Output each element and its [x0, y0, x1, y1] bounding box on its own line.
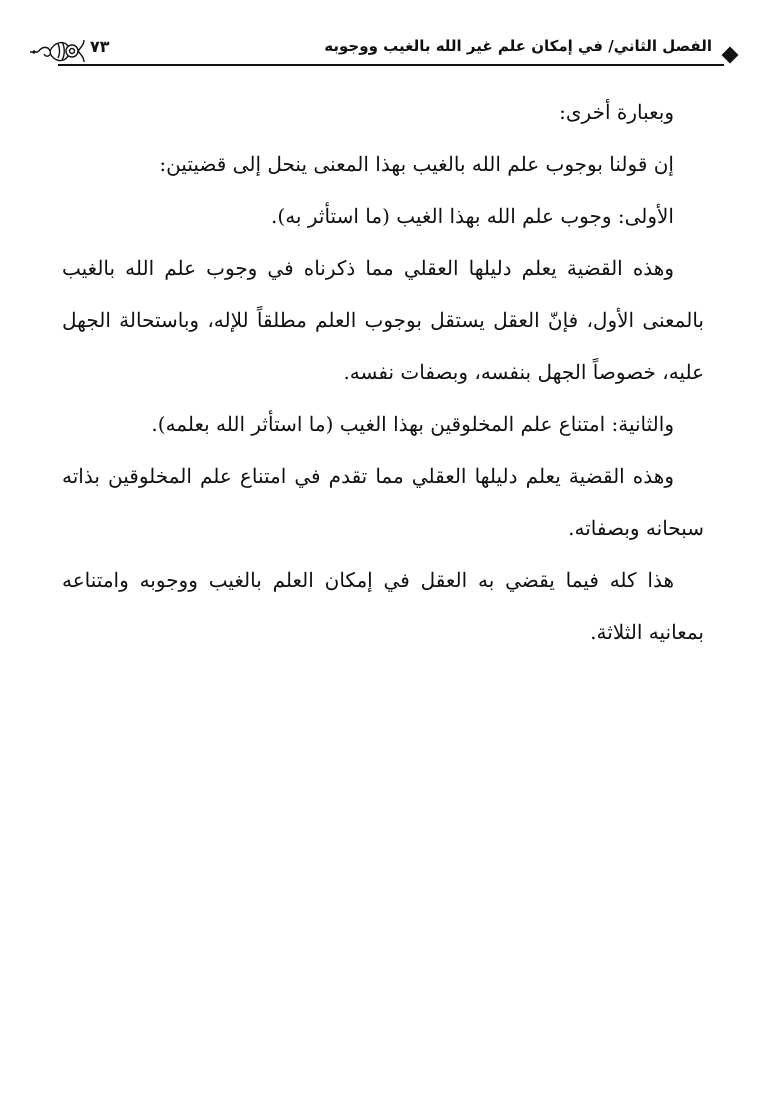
paragraph: والثانية: امتناع علم المخلوقين بهذا الغيب (ما استأثر الله بعلمه).	[151, 412, 674, 436]
paragraph: وهذه القضية يعلم دليلها العقلي مما ذكرناه في وجوب علم الله بالغيب بالمعنى الأول، فإنّ العقل يستقل بوجوب العلم مطلقاً للإله، وباستحالة الجهل عليه، خصوصاً الجهل بنفسه، وبصفات نفسه.	[62, 256, 704, 384]
page-body	[62, 86, 704, 658]
floral-ornament-icon	[28, 36, 86, 66]
paragraph: الأولى: وجوب علم الله بهذا الغيب (ما استأثر به).	[271, 204, 674, 228]
diamond-ornament-icon	[722, 47, 739, 64]
header-rule	[58, 64, 724, 66]
paragraph: وبعبارة أخرى:	[559, 100, 674, 124]
page-number: ٧٣	[90, 37, 110, 56]
paragraph: وهذه القضية يعلم دليلها العقلي مما تقدم في امتناع علم المخلوقين بذاته سبحانه وبصفاته.	[62, 464, 704, 540]
paragraph: هذا كله فيما يقضي به العقل في إمكان العلم بالغيب ووجوبه وامتناعه بمعانيه الثلاثة.	[62, 568, 704, 644]
paragraph: إن قولنا بوجوب علم الله بالغيب بهذا المعنى ينحل إلى قضيتين:	[159, 152, 674, 176]
running-title: الفصل الثاني/ في إمكان علم غير الله بالغيب ووجوبه	[324, 37, 712, 55]
page-header	[28, 34, 738, 66]
